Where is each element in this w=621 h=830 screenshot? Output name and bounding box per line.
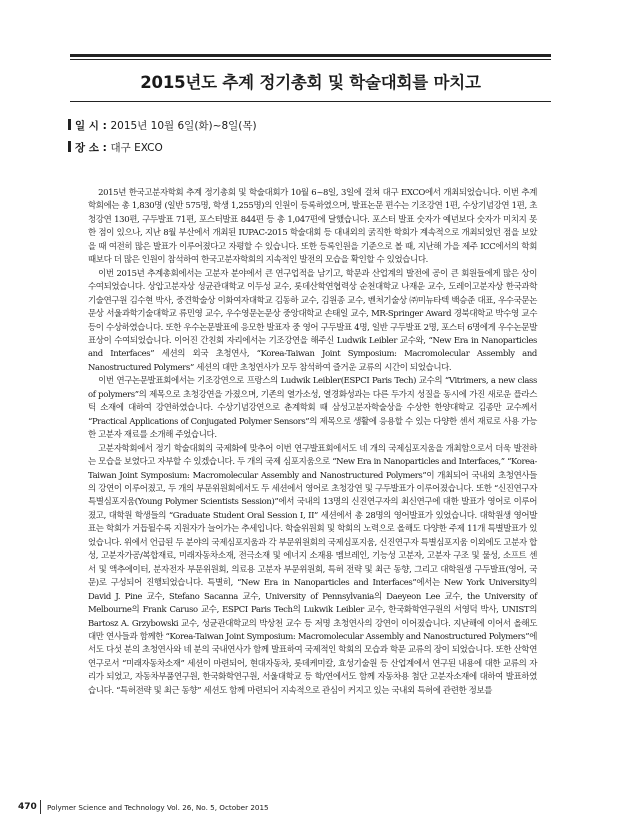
date-label: 일 시 : (75, 120, 111, 132)
bullet-bar (68, 119, 71, 130)
date-value: 2015년 10월 6일(화)~8일(목) (110, 120, 257, 132)
footer-divider (40, 800, 41, 814)
paragraph: 이번 연구논문발표회에서는 기조강연으로 프랑스의 Ludwik Leibler(ESPCI Paris Tech) 교수의 “Vitrimers, a new class of polymers”의 제목으로 초청강연을 가졌으며, 기존의 열가소성, 열경화성과는 다른 두가지 성질을 동시에 가진 새로운 플라스틱 소재에 대하여 강연하였습니다. 수상기념강연으로 춘계학회 때 삼성고분자학술상을 수상한 한양대학교 김종만 교수께서 “Practical Applications of Conjugated Polymer Sensors”의 제목으로 생활에 응용할 수 있는 다양한 센서 재료로 사용 가능한 고분자 재료를 소개해 주었습니다. (88, 375, 537, 440)
article-title: 2015년도 추계 정기총회 및 학술대회를 마치고 (140, 73, 481, 92)
journal-citation: Polymer Science and Technology Vol. 26, No. 5, October 2015 (47, 803, 269, 812)
place-value: 대구 EXCO (110, 142, 163, 154)
title-block (70, 54, 551, 102)
event-date-line (68, 118, 257, 133)
article-body (88, 186, 537, 697)
title-rule-top (70, 54, 551, 57)
page-footer (0, 798, 621, 818)
place-label: 장 소 : (75, 142, 111, 154)
event-place-line (68, 140, 163, 155)
bullet-bar (68, 141, 71, 152)
paragraph: 이번 2015년 추계총회에서는 고분자 분야에서 큰 연구업적을 남기고, 학문과 산업계의 발전에 공이 큰 회원들에게 많은 상이 수여되었습니다. 상압고분자상 성균관대학교 이두성 교수, 롯데산학연협력상 순천대학교 나재운 교수, 도레이고분자상 한국과학기술연구원 김수현 박사, 중견학술상 이화여자대학교 김동하 교수, 김원종 교수, 벤처기술상 ㈜미뉴타텍 백승준 대표, 우수국문논문상 서울과학기술대학교 류민영 교수, 우수영문논문상 중앙대학교 손태일 교수, MR-Springer Award 경북대학교 박수영 교수 등이 수상하였습니다. 또한 우수논문발표에 응모한 발표자 중 영어 구두발표 4명, 일반 구두발표 2명, 포스터 6명에게 우수논문발표상이 수여되었습니다. 이어진 간친회 자리에서는 기조강연을 해주신 Ludwik Leibler 교수와, “New Era in Nanoparticles and Interfaces” 세션의 외국 초청연사, “Korea-Taiwan Joint Symposium: Macromolecular Assembly and Nanostructured Polymers” 세션의 대만 초청연사가 모두 참석하여 즐거운 교류의 시간이 되었습니다. (88, 267, 537, 372)
paragraph: 2015년 한국고분자학회 추계 정기총회 및 학술대회가 10월 6~8일, 3일에 걸쳐 대구 EXCO에서 개최되었습니다. 이번 추계 학회에는 총 1,830명 (일반 575명, 학생 1,255명)의 인원이 등록하였으며, 발표논문 편수는 기조강연 1편, 수상기념강연 1편, 초청강연 130편, 구두발표 71편, 포스터발표 844편 등 총 1,047편에 달했습니다. 포스터 발표 숫자가 예년보다 숫자가 미치지 못한 점이 있으나, 지난 8월 부산에서 개최된 IUPAC-2015 학술대회 등 대내외의 굵직한 학회가 계속적으로 개최되었던 점을 보았을 때 여전히 많은 발표가 이루어졌다고 자평할 수 있습니다. 또한 등록인원을 기준으로 볼 때, 지난해 가을 제주 ICC에서의 학회 때보다 더 많은 인원이 참석하여 한국고분자학회의 지속적인 발전의 모습을 확인할 수 있었습니다. (88, 187, 537, 265)
paragraph: 고분자학회에서 정기 학술대회의 국제화에 맞추어 이번 연구발표회에서도 네 개의 국제심포지움을 개최함으로서 더욱 발전하는 모습을 보였다고 자부할 수 있겠습니다. 두 개의 국제 심포지움으로 “New Era in Nanoparticles and Interfaces,” “Korea-Taiwan Joint Symposium: Macromolecular Assembly and Nanostructured Polymers”이 개최되어 국내외 초청연사들의 강연이 이루어졌고, 두 개의 부문위원회에서도 두 세션에서 영어로 초청강연 및 구두발표가 이루어졌습니다. 또한 “신진연구자 특별심포지움(Young Polymer Scientists Session)”에서 국내의 13명의 신진연구자의 최신연구에 대한 발표가 영어로 이루어졌고, 대학원 학생들의 “Graduate Student Oral Session I, II” 세션에서 총 28명의 영어발표가 있었습니다. 대학원생 영어발표는 학회가 거듭될수록 지원자가 늘어가는 추세입니다. 학술위원회 및 학회의 노력으로 올해도 다양한 주제 11개 특별발표가 있었습니다. 위에서 언급된 두 분야의 국제심포지움과 각 부문위원회의 국제심포지움, 신진연구자 특별심포지움 이외에도 고분자 합성, 고분자가공/복합재료, 미래자동차소재, 전극소재 및 에너지 소재용 멤브레인, 기능성 고분자, 고분자 구조 및 물성, 소프트 센서 및 액추에이터, 분자전자 부문위원회, 의료용 고분자 부문위원회, 특허 전략 및 최근 동향, 그리고 대학원생 구두발표(영어, 국문)로 구성되어 진행되었습니다. 특별히, “New Era in Nanoparticles and Interfaces”에서는 New York University의 David J. Pine 교수, Stefano Sacanna 교수, University of Pennsylvania의 Daeyeon Lee 교수, the University of Melbourne의 Frank Caruso 교수, ESPCI Paris Tech의 Lukwik Leibler 교수, 한국화학연구원의 서영덕 박사, UNIST의 Bartosz A. Grzybowski 교수, 성균관대학교의 박상천 교수 등 저명 초청연사의 강연이 이어졌습니다. 지난해에 이어서 올해도 대만 연사들과 함께한 “Korea-Taiwan Joint Symposium: Macromolecular Assembly and Nanostructured Polymers”에서도 다섯 분의 초청연사와 네 분의 국내연사가 함께 발표하여 국제적인 학회의 모습과 학문 교류의 장이 되었습니다. 또한 산학연 연구로서 “미래자동차소재” 세션이 마련되어, 현대자동차, 롯데케미칼, 효성기술원 등 산업계에서 연구된 내용에 대한 교류의 자리가 되었고, 자동차부품연구원, 한국화학연구원, 서울대학교 등 학/연에서도 함께 자동차용 첨단 고분자소재에 대하여 발표하였습니다. “특허전략 및 최근 동향” 세션도 함께 마련되어 지속적으로 관심이 커지고 있는 국내외 특허에 관련한 정보를 (88, 442, 537, 695)
title-rule-bottom (70, 101, 551, 102)
page-number: 470 (18, 802, 37, 812)
